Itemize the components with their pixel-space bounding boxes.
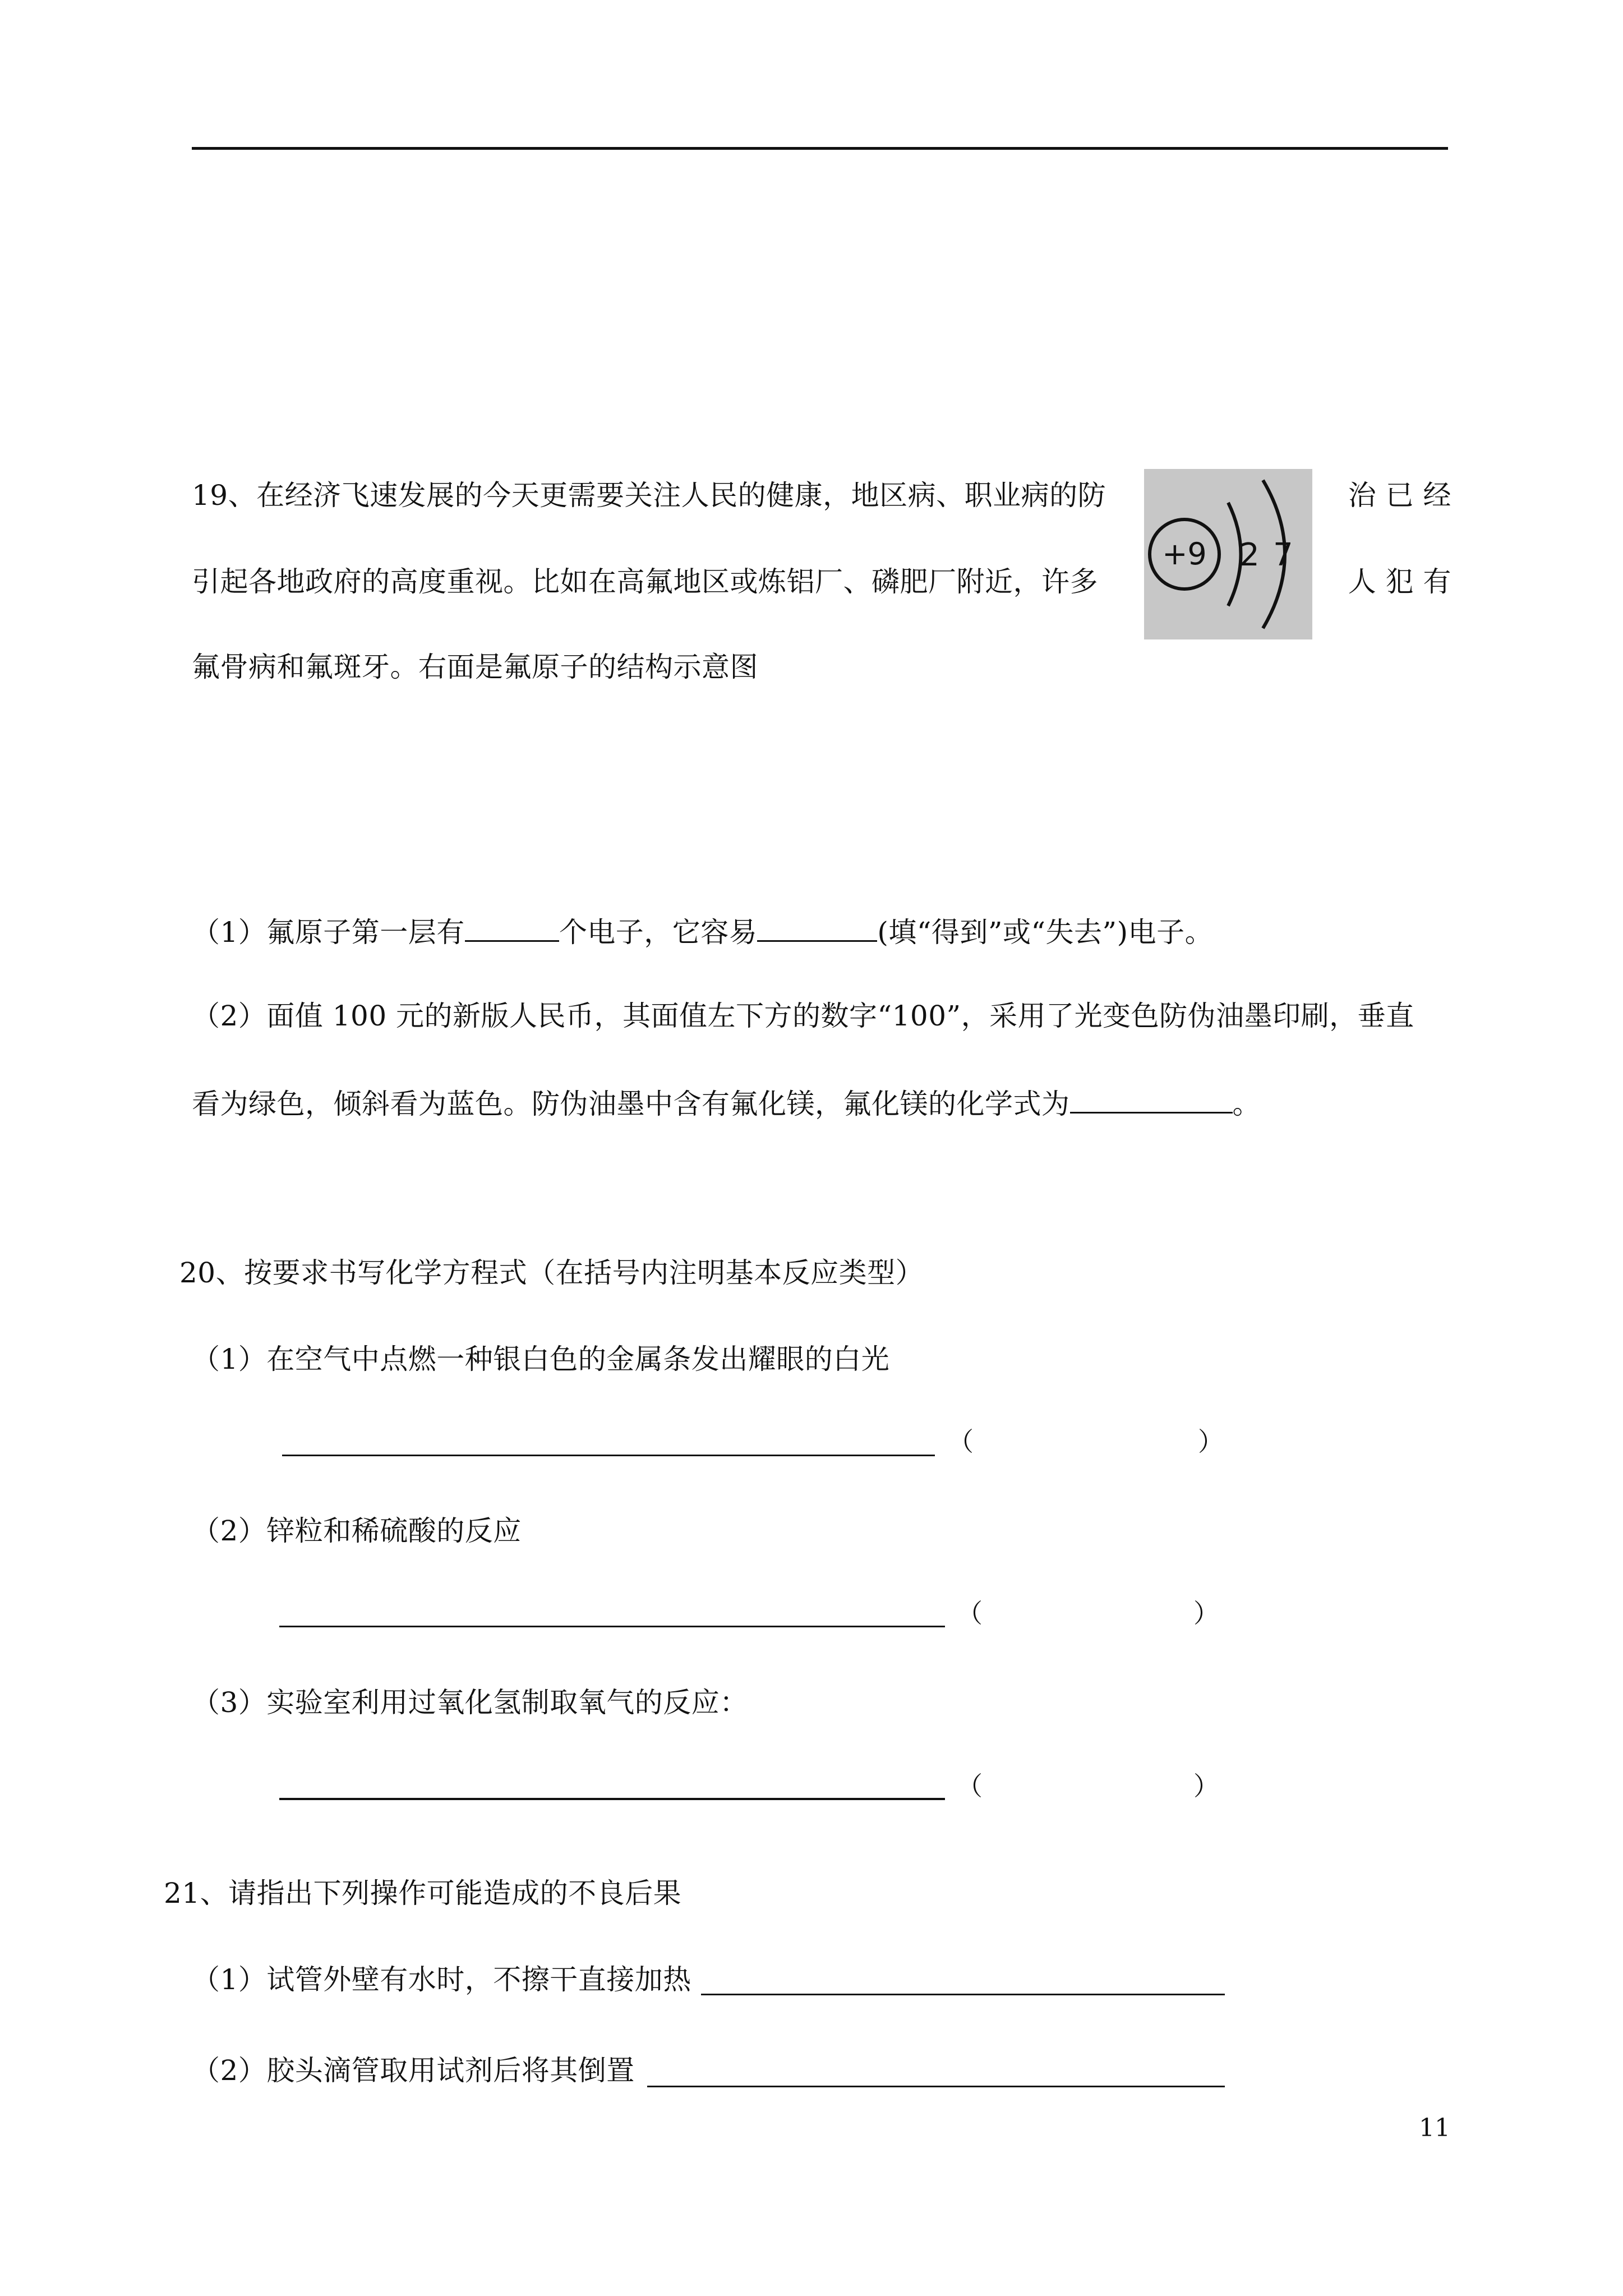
q20-item3-paren-close: ）	[1193, 1771, 1219, 1801]
shell-2-electrons: 7	[1273, 537, 1293, 573]
q19-line2	[192, 563, 1098, 600]
q20-item2-label: （2）锌粒和稀硫酸的反应	[192, 1515, 522, 1547]
electron-shell-1-arc	[1228, 503, 1241, 606]
atom-structure-icon	[1144, 469, 1312, 639]
q19-line1	[192, 477, 1106, 514]
q19-sub2-line1: （2）面值 100 元的新版人民币，其面值左下方的数字“100”，采用了光变色防伪油墨印刷，垂直	[192, 1000, 1414, 1032]
q20-item1-paren-open: （	[948, 1427, 974, 1457]
q19-line2-end: 人 犯 有	[1348, 565, 1451, 598]
q20-item2-answer-line[interactable]	[279, 1626, 945, 1627]
q20-item2-paren-close: ）	[1193, 1598, 1219, 1628]
shell-1-electrons: 2	[1239, 537, 1260, 573]
blank-gain-or-lose[interactable]	[757, 911, 877, 942]
q21-item1-answer-line[interactable]	[701, 1994, 1225, 1995]
q20-item1-paren-close: ）	[1198, 1427, 1224, 1457]
q20-title: 20、按要求书写化学方程式（在括号内注明基本反应类型）	[179, 1257, 924, 1289]
q19-line1-end: 治 已 经	[1348, 479, 1451, 512]
q19-sub1: （1）氟原子第一层有 个电子，它容易 (填“得到”或“失去”)电子。	[192, 911, 1213, 951]
q20-item3-answer-line[interactable]	[279, 1798, 945, 1800]
q20-item3-paren-open: （	[957, 1771, 983, 1801]
q21-item1: （1）试管外壁有水时，不擦干直接加热	[192, 1963, 691, 1996]
q19-line2-text: 引起各地政府的高度重视。比如在高氟地区或炼铝厂、磷肥厂附近，许多	[192, 565, 1098, 598]
page-number: 11	[1419, 2114, 1450, 2142]
blank-electron-count[interactable]	[465, 911, 559, 942]
q20-item2-paren-open: （	[957, 1598, 983, 1628]
q20-item1-answer-line[interactable]	[282, 1455, 935, 1456]
q19-line3: 氟骨病和氟斑牙。右面是氟原子的结构示意图	[192, 651, 758, 683]
nucleus-label: +9	[1162, 536, 1207, 572]
q19-sub2-line2: 看为绿色，倾斜看为蓝色。防伪油墨中含有氟化镁，氟化镁的化学式为 。	[192, 1083, 1261, 1122]
q19-line1-text: 19、在经济飞速发展的今天更需要关注人民的健康，地区病、职业病的防	[192, 479, 1106, 512]
q21-item2-answer-line[interactable]	[647, 2086, 1225, 2087]
q20-item3-label: （3）实验室利用过氧化氢制取氧气的反应：	[192, 1686, 748, 1719]
q20-item1-label: （1）在空气中点燃一种银白色的金属条发出耀眼的白光	[192, 1343, 890, 1375]
q21-item2: （2）胶头滴管取用试剂后将其倒置	[192, 2054, 635, 2087]
blank-chemical-formula[interactable]	[1070, 1083, 1233, 1114]
header-rule	[192, 147, 1448, 150]
q21-title: 21、请指出下列操作可能造成的不良后果	[164, 1877, 682, 1910]
fluorine-atom-diagram	[1144, 469, 1312, 639]
